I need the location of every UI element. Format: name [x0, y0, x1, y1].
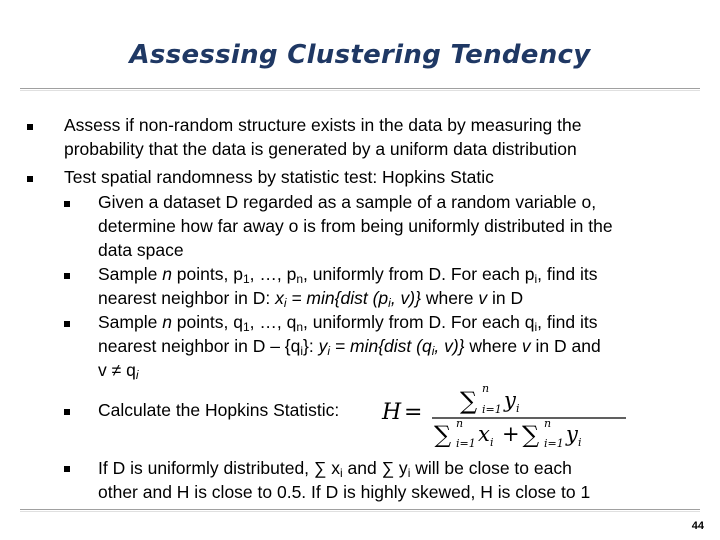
sub-bullet-marker [64, 201, 70, 207]
formula-num-lower: i=1 [482, 403, 502, 416]
sub-bullet-marker [64, 409, 70, 415]
sub-bullet-5-line-1: If D is uniformly distributed, ∑ $x_i$ and ∑ $y_i$ will be close to each [98, 458, 572, 480]
formula-den-x-sub: i [490, 436, 494, 447]
formula-den-upper2: n [544, 417, 552, 430]
sub-bullet-1-line-1: Given a dataset D regarded as a sample of a random variable o, [98, 192, 597, 212]
sub-bullet-marker [64, 466, 70, 472]
bullet-marker [27, 176, 33, 182]
formula-den-y-sub: i [578, 436, 582, 447]
sub-bullet-4-line-1: Calculate the Hopkins Statistic: [98, 400, 340, 420]
sub-bullet-3-line-3: $v \ne q_i$ [98, 360, 139, 382]
bullet-1-line-2: probability that the data is generated by a uniform data distribution [64, 139, 577, 159]
formula-num-y: y [504, 388, 516, 412]
formula-den-sum2: ∑ [522, 421, 540, 447]
sub-bullet-1-line-2: determine how far away o is from being uniformly distributed in the [98, 216, 613, 236]
sub-bullet-3-line-2: nearest neighbor in D – $\{q_i\}$: $y_i$ = min{dist ($q_i$, v)} where v in D and [98, 336, 601, 358]
formula-den-lower2: i=1 [544, 437, 564, 447]
formula-den-x: x [478, 422, 490, 446]
formula-num-sum: ∑ [460, 387, 478, 415]
sub-bullet-2-line-2: nearest neighbor in D: $x_i$ = min{dist ($p_i$, v)} where v in D [98, 288, 524, 310]
sub-bullet-3-line-1: Sample n points, $q_1$, …, $q_n$, uniformly from D. For each $q_i$, find its [98, 312, 598, 334]
sub-bullet-1-line-3: data space [98, 240, 184, 260]
formula-num-y-sub: i [516, 402, 520, 415]
sub-bullet-5-line-2: other and H is close to 0.5. If D is highly skewed, H is close to 1 [98, 482, 591, 502]
sub-bullet-marker [64, 321, 70, 327]
formula-den-lower1: i=1 [456, 437, 476, 447]
sub-bullet-2-line-1: Sample n points, $p_1$, …, $p_n$, uniformly from D. For each $p_i$, find its [98, 264, 598, 286]
formula-den-sum1: ∑ [434, 421, 452, 447]
slide-title: Assessing Clustering Tendency [129, 40, 591, 70]
formula-den-y: y [566, 422, 578, 446]
title-divider-shadow [20, 90, 700, 91]
bullet-1-line-1: Assess if non-random structure exists in the data by measuring the [64, 115, 582, 135]
formula-equals: = [404, 400, 423, 425]
page-number: 44 [691, 520, 704, 532]
bullet-marker [27, 124, 33, 130]
formula-h: H [382, 400, 402, 425]
formula-den-plus: + [502, 422, 520, 446]
formula-num-upper: n [482, 383, 490, 395]
hopkins-formula [380, 383, 630, 447]
bullet-2-line-1: Test spatial randomness by statistic test: Hopkins Static [64, 167, 494, 187]
sub-bullet-marker [64, 273, 70, 279]
footer-divider-shadow [20, 511, 700, 512]
formula-den-upper1: n [456, 417, 464, 430]
